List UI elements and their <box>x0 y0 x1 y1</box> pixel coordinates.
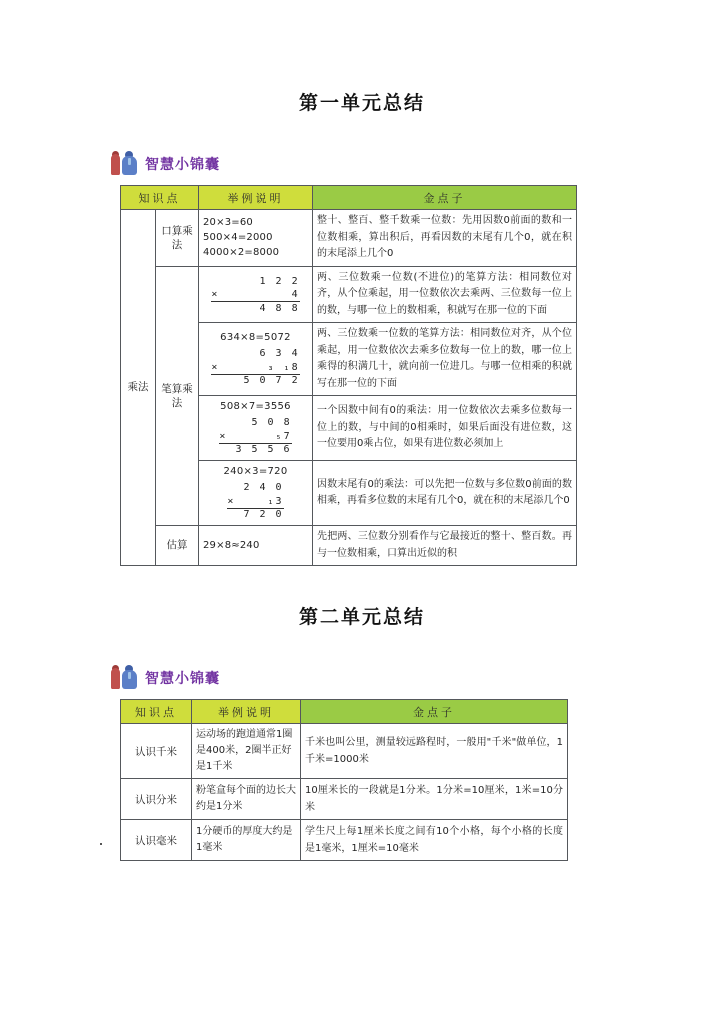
vertical-multiplication-508x7 <box>219 416 291 457</box>
knowledge-cell-millimeter: 认识毫米 <box>121 820 192 861</box>
vmath-top: 1 2 2 <box>259 275 300 287</box>
unit-1-summary-table <box>120 185 577 566</box>
wisdom-pouch-icon <box>110 151 140 177</box>
tip-banner-label-1: 智慧小锦囊 <box>145 157 220 173</box>
vmath-result: 7 2 0 <box>243 509 284 520</box>
table-row <box>121 526 577 566</box>
vmath-top: 5 0 8 <box>251 417 292 428</box>
vmath-top: 6 3 4 <box>259 348 300 359</box>
header-knowledge-point: 知识点 <box>121 700 192 724</box>
page-title-unit-2: 第二单元总结 <box>298 606 425 628</box>
tip-banner-1 <box>110 151 724 177</box>
unit-2-table-body <box>121 724 568 861</box>
golden-idea-cell-2: 两、三位数乘一位数(不进位)的笔算方法：相同数位对齐，从个位乘起，用一位数依次去乘两、三位数每一位上的数，与哪一位上的数相乘，积就写在那一位的下面 <box>313 266 577 323</box>
table-row <box>121 266 577 323</box>
unit-1-table-body <box>121 210 577 566</box>
golden-idea-cell-3: 两、三位数乘一位数的笔算方法：相同数位对齐，从个位乘起，用一位数依次去乘多位数每一位上的数，哪一位上乘得的积满几十，就向前一位进几。与哪一位相乘的积就写在那一位的下面 <box>313 323 577 396</box>
golden-idea-cell-decimeter: 10厘米长的一段就是1分米。1分米=10厘米，1米=10分米 <box>301 779 568 820</box>
table-row <box>121 724 568 779</box>
golden-idea-cell-4: 一个因数中间有0的乘法：用一位数依次去乘多位数每一位上的数，与中间的0相乘时，如果后面没有进位数，这一位要用0乘占位，如果有进位数必须加上 <box>313 396 577 461</box>
example-cell-3 <box>199 323 313 396</box>
unit-1-table-head <box>121 186 577 210</box>
vmath-result: 3 5 5 6 <box>235 444 292 455</box>
vmath-result: 5 0 7 2 <box>243 375 300 386</box>
unit-2-summary-table <box>120 699 568 861</box>
knowledge-cell-kilometer: 认识千米 <box>121 724 192 779</box>
vmath-multiplier: × ₁3 <box>227 495 284 507</box>
golden-idea-cell-5: 因数末尾有0的乘法：可以先把一位数与多位数0前面的数相乘，再看多位数的末尾有几个0，就在积的末尾添几个0 <box>313 461 577 526</box>
wisdom-pouch-icon <box>110 665 140 691</box>
section-gap <box>0 566 724 602</box>
table-header-row <box>121 700 568 724</box>
example-equation: 240×3=720 <box>223 466 288 477</box>
vmath-multiplier: × ₅7 <box>219 430 292 442</box>
golden-idea-cell-millimeter: 学生尺上每1厘米长度之间有10个小格，每个小格的长度是1毫米，1厘米=10毫米 <box>301 820 568 861</box>
title-gap-1 <box>0 115 724 151</box>
example-cell-6 <box>199 526 313 566</box>
example-cell-2 <box>199 266 313 323</box>
example-line: 29×8≈240 <box>203 540 260 551</box>
table-row <box>121 779 568 820</box>
category-cell-multiplication: 乘法 <box>121 210 156 566</box>
page-title-unit-1: 第一单元总结 <box>298 92 425 114</box>
example-cell-5 <box>199 461 313 526</box>
knowledge-cell-decimeter: 认识分米 <box>121 779 192 820</box>
header-golden-idea: 金点子 <box>313 186 577 210</box>
header-golden-idea: 金点子 <box>301 700 568 724</box>
tip-banner-2 <box>110 665 724 691</box>
page-dot-mark <box>100 843 102 845</box>
example-cell-decimeter: 粉笔盒每个面的边长大约是1分米 <box>192 779 301 820</box>
title-gap-2 <box>0 629 724 665</box>
table-row <box>121 210 577 267</box>
vertical-multiplication-634x8 <box>211 347 299 388</box>
subcategory-cell-written-math: 笔算乘法 <box>156 266 199 526</box>
example-cell-kilometer: 运动场的跑道通常1圈是400米，2圈半正好是1千米 <box>192 724 301 779</box>
example-line: 20×3=60 <box>203 217 253 229</box>
vmath-top: 2 4 0 <box>243 482 284 493</box>
example-cell-4 <box>199 396 313 461</box>
vmath-multiplier: × 4 <box>211 289 300 301</box>
example-cell-1 <box>199 210 313 267</box>
banner-gap-1 <box>0 177 724 185</box>
golden-idea-cell-6: 先把两、三位数分别看作与它最接近的整十、整百数。再与一位数相乘，口算出近似的积 <box>313 526 577 566</box>
example-line: 500×4=2000 <box>203 232 273 244</box>
subcategory-cell-mental-math: 口算乘法 <box>156 210 199 267</box>
example-equation: 634×8=5072 <box>220 332 291 343</box>
vertical-multiplication-240x3 <box>227 481 283 522</box>
header-knowledge-point: 知识点 <box>121 186 199 210</box>
banner-gap-2 <box>0 691 724 699</box>
example-equation: 508×7=3556 <box>220 401 291 412</box>
example-cell-millimeter: 1分硬币的厚度大约是1毫米 <box>192 820 301 861</box>
golden-idea-cell-1: 整十、整百、整千数乘一位数：先用因数0前面的数和一位数相乘，算出积后，再看因数的末尾有几个0，就在积的末尾添上几个0 <box>313 210 577 267</box>
tip-banner-label-2: 智慧小锦囊 <box>145 671 220 687</box>
table-row <box>121 820 568 861</box>
golden-idea-cell-kilometer: 千米也叫公里，测量较远路程时，一般用"千米"做单位，1千米=1000米 <box>301 724 568 779</box>
example-line: 4000×2=8000 <box>203 247 280 259</box>
vertical-multiplication-122x4 <box>211 275 299 316</box>
vmath-multiplier: × ₃ ₁8 <box>211 361 300 373</box>
subcategory-cell-estimation: 估算 <box>156 526 199 566</box>
top-spacer <box>0 0 724 88</box>
vmath-result: 4 8 8 <box>259 302 300 314</box>
table-header-row <box>121 186 577 210</box>
header-example: 举例说明 <box>192 700 301 724</box>
unit-2-table-head <box>121 700 568 724</box>
header-example: 举例说明 <box>199 186 313 210</box>
